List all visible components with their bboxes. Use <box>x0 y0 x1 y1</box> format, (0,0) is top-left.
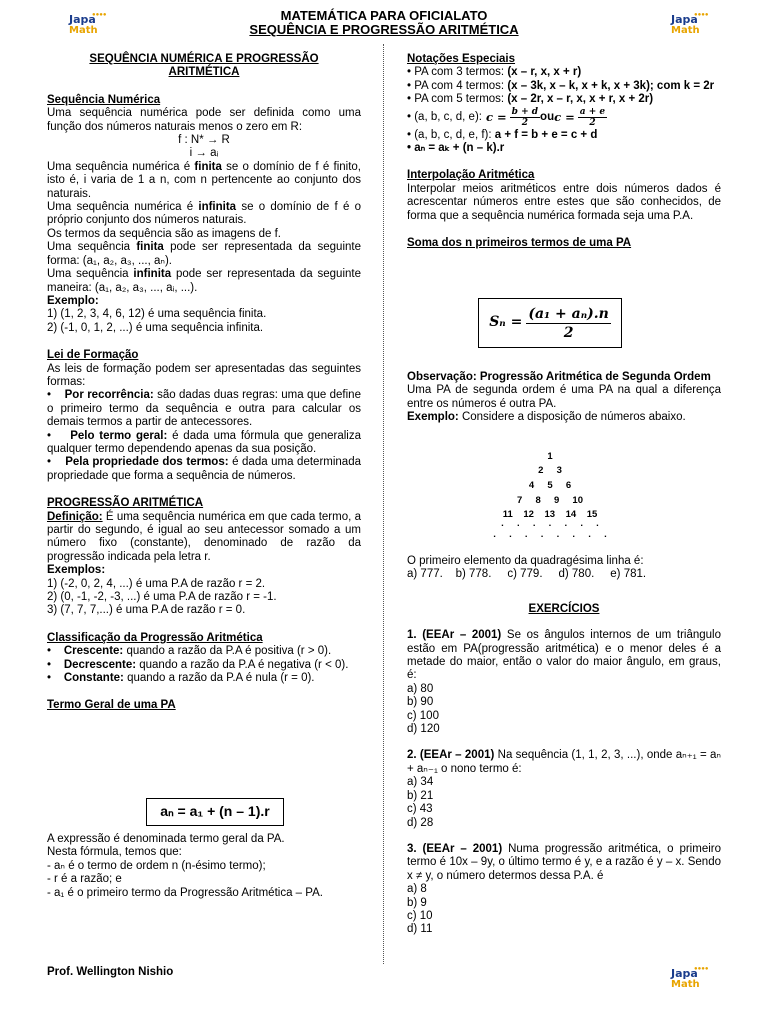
page-title-line2: SEQUÊNCIA E PROGRESSÃO ARITMÉTICA <box>249 22 519 37</box>
logo-word-math: Math <box>69 25 98 36</box>
section-main-title: SEQUÊNCIA NUMÉRICA E PROGRESSÃO ARITMÉTICA <box>89 53 319 79</box>
exercise-option: a) 34 <box>407 776 434 789</box>
bullet-item: • Constante: quando a razão da P.A é nula (r = 0). <box>47 672 315 685</box>
heading-pa: PROGRESSÃO ARITMÉTICA <box>47 497 204 510</box>
logo-word-math: Math <box>671 25 700 36</box>
paragraph: Uma sequência infinita pode ser representada da seguinte maneira: (a₁, a₂, a₃, ..., aᵢ, ...). <box>47 268 361 294</box>
exercise-option: c) 100 <box>407 709 439 722</box>
example-label: Exemplos: <box>47 564 106 577</box>
exercise-option: b) 90 <box>407 696 434 709</box>
triangle-row: 4 5 6 <box>528 480 572 491</box>
exercise-option: c) 43 <box>407 803 433 816</box>
paragraph: Uma PA de segunda ordem é uma PA na qual a diferença entre os números é outra PA. <box>407 384 721 410</box>
number-triangle <box>470 451 630 541</box>
logo-word-japa: Japa <box>69 13 96 26</box>
exercise-option: d) 28 <box>407 816 434 829</box>
bullet-item: • Por recorrência: são dadas duas regras: uma que define o primeiro termo da sequência e outra para calcular os demais termos a partir de antecessores. <box>47 389 361 429</box>
heading-exercicios: EXERCÍCIOS <box>528 602 600 615</box>
page-title-line1: MATEMÁTICA PARA OFICIALATO <box>280 8 488 23</box>
heading-notacoes: Notações Especiais <box>407 53 516 65</box>
notation-item: • PA com 5 termos: (x – 2r, x – r, x, x + r, x + 2r) <box>407 93 654 106</box>
triangle-row: 1 <box>547 451 553 462</box>
japamath-logo-left: ●●●● Japa Math <box>69 12 107 36</box>
notation-item: • (a, b, c, d, e, f): a + f = b + e = c + d <box>407 128 598 141</box>
bullet-item: • Pela propriedade dos termos: é dada uma determinada propriedade que forma a sequência de números. <box>47 456 361 482</box>
footer-author: Prof. Wellington Nishio <box>47 966 174 978</box>
definition: Definição: É uma sequência numérica em que cada termo, a partir do segundo, é igual ao seu antecessor somado a um número fixo (constante), denominado de razão da progressão indicada pela letra r. <box>47 510 361 563</box>
notation-item: • (a, b, c, d, e): c = $\frac{b + d}{2}$ ou c = $\frac{a + e}{2}$ <box>407 107 606 129</box>
soma-lhs: Sₙ = <box>489 314 523 331</box>
exercise-2: 2. (EEAr – 2001) Na sequência (1, 1, 2, 3, ...), onde aₙ₊₁ = aₙ + aₙ₋₁ o nono termo é: <box>407 749 721 775</box>
heading-interpolacao: Interpolação Aritmética <box>407 169 535 182</box>
exercise-3: 3. (EEAr – 2001) Numa progressão aritmética, o primeiro termo é 10x – 9y, o último termo é y, e a razão é y – x. Sendo x ≠ y, o número determos dessa P.A. é <box>407 842 721 882</box>
example-label: Exemplo: <box>47 294 99 307</box>
column-divider <box>383 44 384 964</box>
exercise-option: c) 10 <box>407 909 433 922</box>
triangle-row: . . . . . . . . <box>493 529 607 540</box>
japamath-logo-footer: ●●●● Japa Math <box>671 966 709 990</box>
triangle-row: 2 3 <box>538 465 562 476</box>
left-column <box>47 53 361 713</box>
exercise-option: b) 9 <box>407 896 427 909</box>
paragraph: Os termos da sequência são as imagens de f. <box>47 227 281 240</box>
bullet-item: • Pelo termo geral: é dada uma fórmula que generaliza qualquer termo dependendo apenas da sua posição. <box>47 429 362 455</box>
map-line-1: f : N* → R <box>178 134 230 147</box>
paragraph: Uma sequência finita pode ser representada da seguinte forma: (a₁, a₂, a₃, ..., aₙ). <box>47 241 361 267</box>
termo-geral-formula-box <box>146 798 284 826</box>
heading-sequencia: Sequência Numérica <box>47 93 161 106</box>
list-item: - aₙ é o termo de ordem n (n-ésimo termo); <box>47 859 266 872</box>
logo-word-math: Math <box>671 979 700 990</box>
heading-lei-formacao: Lei de Formação <box>47 349 139 362</box>
notation-item: • PA com 3 termos: (x – r, x, x + r) <box>407 66 582 79</box>
heading-observacao: Observação: Progressão Aritmética de Segunda Ordem <box>407 371 711 383</box>
example-item: 1) (-2, 0, 2, 4, ...) é uma P.A de razão r = 2. <box>47 577 266 590</box>
triangle-row: . . . . . . . <box>501 518 599 529</box>
list-item: - a₁ é o primeiro termo da Progressão Aritmética – PA. <box>47 886 323 899</box>
example-item: 2) (0, -1, -2, -3, ...) é uma P.A de razão r = -1. <box>47 591 277 604</box>
left-column-bottom <box>47 833 361 900</box>
exercise-option: a) 8 <box>407 883 427 896</box>
exercise-option: d) 120 <box>407 723 440 736</box>
right-column-top <box>407 53 721 250</box>
heading-termo-geral: Termo Geral de uma PA <box>47 699 176 712</box>
soma-formula-box <box>478 298 622 348</box>
exercise-option: d) 11 <box>407 923 433 936</box>
question-options: a) 777. b) 778. c) 779. d) 780. e) 781. <box>407 568 647 581</box>
fraction: $\frac{\text{(a₁ + aₙ).n}}{2}$ <box>528 305 609 341</box>
logo-word-japa: Japa <box>671 13 698 26</box>
paragraph: Uma sequência numérica pode ser definida como uma função dos números naturais menos o zero em R: <box>47 107 361 133</box>
japamath-logo-right: ●●●● Japa Math <box>671 12 709 36</box>
triangle-row: 7 8 9 10 <box>516 495 583 506</box>
paragraph: As leis de formação podem ser apresentadas das seguintes formas: <box>47 362 361 388</box>
right-column-lower <box>407 555 721 937</box>
paragraph: Exemplo: Considere a disposição de números abaixo. <box>407 411 686 424</box>
notation-item: • PA com 4 termos: (x – 3k, x – k, x + k, x + 3k); com k = 2r <box>407 79 715 92</box>
example-item: 3) (7, 7, 7,...) é uma P.A de razão r = 0. <box>47 604 246 617</box>
termo-geral-formula: aₙ = a₁ + (n – 1).r <box>160 803 270 820</box>
notation-item: • aₙ = aₖ + (n – k).r <box>407 142 505 155</box>
fraction: $\frac{a + e}{2}$ <box>579 107 606 129</box>
heading-classificacao: Classificação da Progressão Aritmética <box>47 631 263 644</box>
triangle-row: 11 12 13 14 15 <box>502 509 598 520</box>
bullet-item: • Crescente: quando a razão da P.A é positiva (r > 0). <box>47 645 332 658</box>
paragraph: Uma sequência numérica é finita se o domínio de f é finito, isto é, i varia de 1 a n, com n pertencente ao conjunto dos naturais. <box>47 160 361 200</box>
paragraph: Interpolar meios aritméticos entre dois números dados é acrescentar números entre estes que são conhecidos, de forma que a sequência numérica formada seja uma P.A. <box>407 182 721 222</box>
exercise-option: b) 21 <box>407 789 434 802</box>
bullet-item: • Decrescente: quando a razão da P.A é negativa (r < 0). <box>47 658 349 671</box>
example-item: 1) (1, 2, 3, 4, 6, 12) é uma sequência finita. <box>47 308 267 321</box>
paragraph: A expressão é denominada termo geral da PA. <box>47 833 285 845</box>
exercise-option: a) 80 <box>407 682 434 695</box>
exercise-1: 1. (EEAr – 2001) Se os ângulos internos de um triângulo estão em PA(progressão aritmética) e o menor deles é a metade do maior, então o valor do maior ângulo, em graus, é: <box>407 629 722 682</box>
list-item: - r é a razão; e <box>47 873 122 886</box>
question-text: O primeiro elemento da quadragésima linha é: <box>407 555 644 567</box>
logo-word-japa: Japa <box>671 967 698 980</box>
fraction: $\frac{b + d}{2}$ <box>511 107 539 129</box>
right-column-mid <box>407 371 721 425</box>
map-line-2: i → aᵢ <box>189 147 219 160</box>
paragraph: Uma sequência numérica é infinita se o domínio de f é o próprio conjunto dos números naturais. <box>47 201 361 227</box>
paragraph: Nesta fórmula, temos que: <box>47 846 182 859</box>
example-item: 2) (-1, 0, 1, 2, ...) é uma sequência infinita. <box>47 321 264 334</box>
heading-soma: Soma dos n primeiros termos de uma PA <box>407 237 632 250</box>
